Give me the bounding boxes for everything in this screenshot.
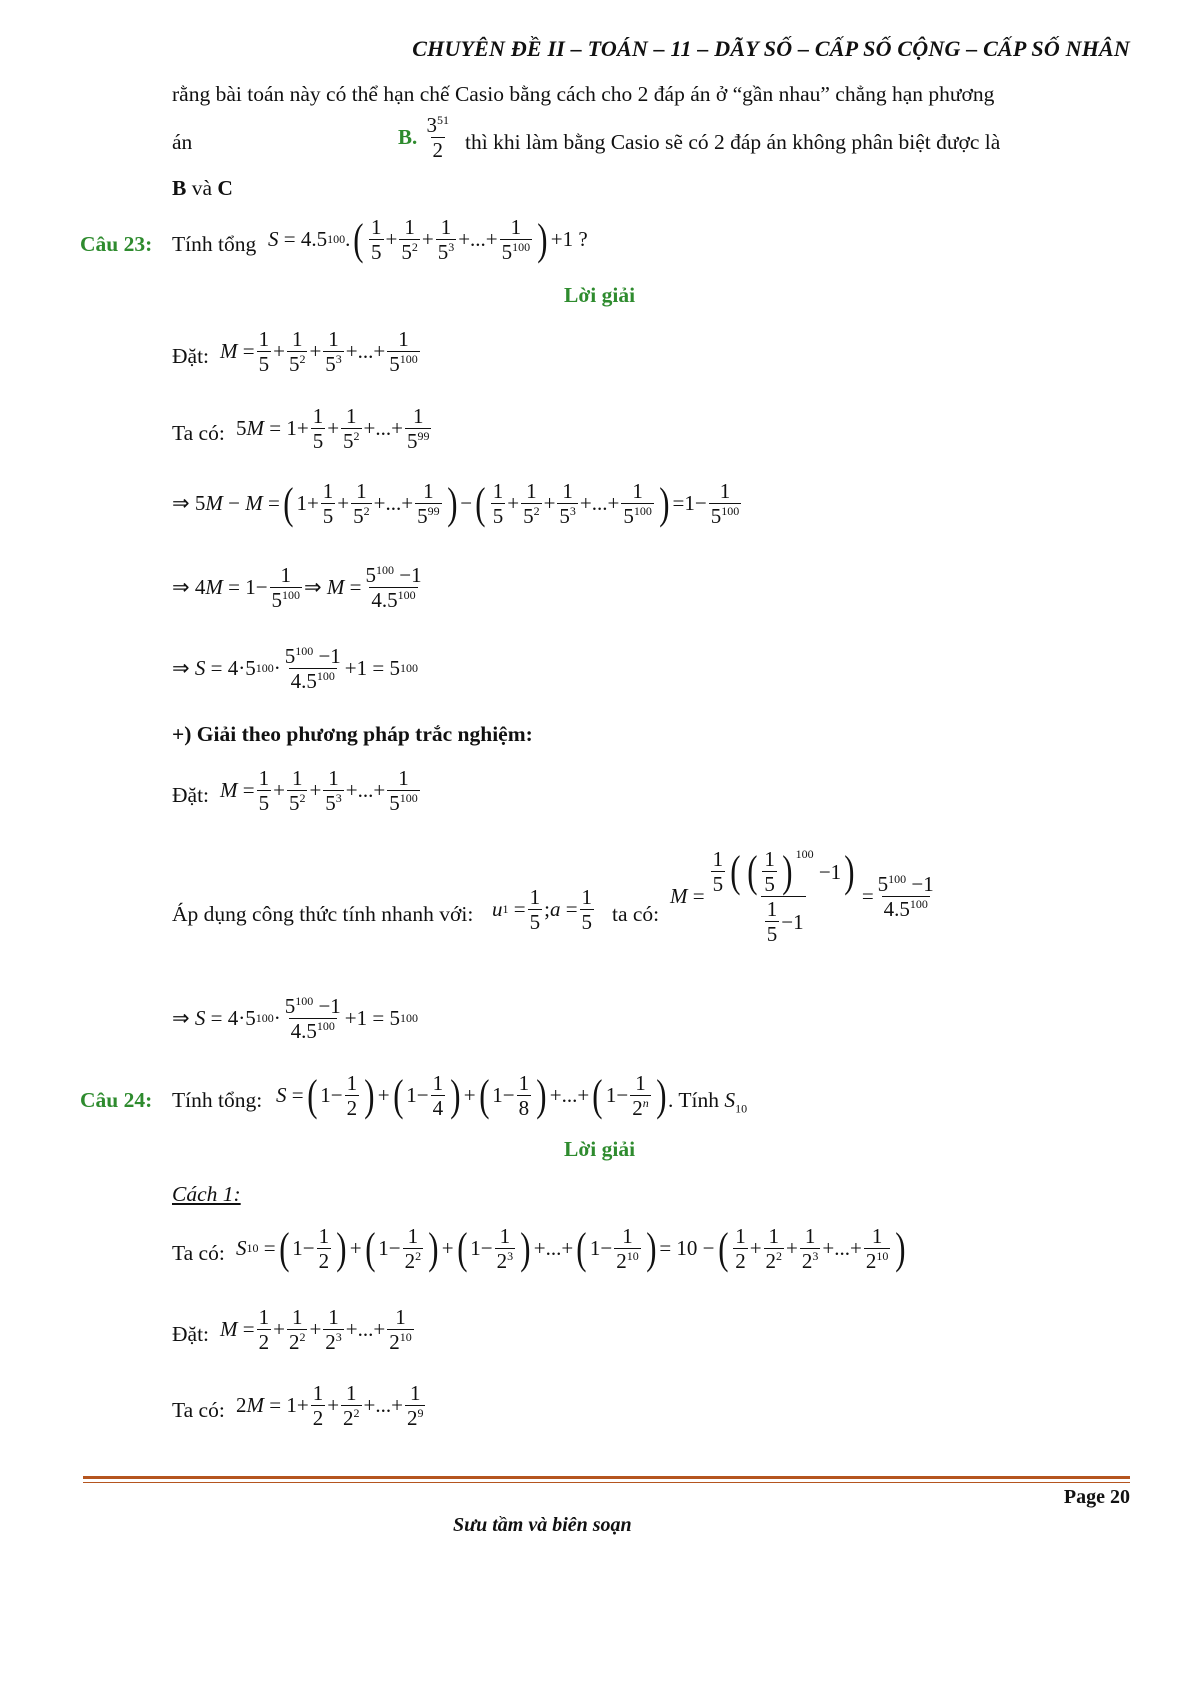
q23-m-definition-2: M = $\frac{1}{5}$ + $\frac{1}{5^2}$ + $\frac{1}{5^3}$ +...+ $\frac{1}{5^{100}}$ (220, 766, 418, 816)
answer-b: B (172, 176, 187, 200)
footer-credit: Sưu tầm và biên soạn (453, 1514, 632, 1536)
question-24-prompt: Tính tổng: (172, 1088, 263, 1112)
question-23-prompt: Tính tổng (172, 232, 257, 256)
page-number: Page 20 (1063, 1486, 1130, 1508)
q23-dat-label-2: Đặt: (172, 783, 210, 807)
q23-subtraction-equation: ⇒ 5 M − M = ( 1+ $\frac{1}{5}$ + $\frac{1}{5^2}$ +...+ $\frac{1}{5^{99}}$ ) − ( $\frac{1}{5}$ + $\frac{1}{5^2}$ + $\frac{1}{5^3}$ +...+ $\frac{1}{5^{100}}$ ) =1− $\frac{1}{5^{100}}$ (172, 478, 740, 529)
question-23-solution-heading: Lời giải (564, 283, 636, 307)
q23-taco-label: Ta có: (172, 421, 225, 445)
q23-5m-equation: 5 M = 1+ $\frac{1}{5}$ + $\frac{1}{5^2}$ +...+ $\frac{1}{5^{99}}$ (236, 404, 430, 454)
q23-4m-equation: ⇒ 4 M = 1− $\frac{1}{5^{100}}$ ⇒ M = $\frac{5^{100} -1}{4.5^{100}}$ (172, 563, 422, 613)
question-24-tinh: . Tính $S_{10}$ (668, 1088, 748, 1116)
q24-taco-label-2: Ta có: (172, 1398, 225, 1422)
q23-m-definition: M = $\frac{1}{5}$ + $\frac{1}{5^2}$ + $\frac{1}{5^3}$ +...+ $\frac{1}{5^{100}}$ (220, 327, 418, 377)
and-word: và (191, 176, 213, 200)
option-b-math: B. $\frac{3^{51}}{2}$ (398, 113, 450, 163)
answer-c: C (217, 176, 233, 200)
q24-s10-expansion: S 10 = ( 1− $\frac{1}{2}$ ) + ( 1− $\frac{1}{2^2}$ ) + ( 1− $\frac{1}{2^3}$ ) +...+ ( 1− $\frac{1}{2^{10}}$ ) = 10 − ( $\frac{1}{2}$ + $\frac{1}{2^2}$ + $\frac{1}{2^3}$ +...+ $\frac{1}{2^{10}}$ ) (236, 1223, 906, 1274)
q23-parameters: u 1 = $\frac{1}{5}$ ; a = $\frac{1}{5}$ (492, 885, 593, 935)
q23-taco-label-2: ta có: (612, 902, 660, 926)
intro-line-2-end: thì khi làm bằng Casio sẽ có 2 đáp án không phân biệt được là (465, 130, 1001, 154)
intro-line-3 (172, 176, 233, 201)
q24-m-definition: M = $\frac{1}{2}$ + $\frac{1}{2^2}$ + $\frac{1}{2^3}$ +...+ $\frac{1}{2^{10}}$ (220, 1305, 412, 1355)
q23-apdung-label: Áp dụng công thức tính nhanh với: (172, 902, 474, 926)
footer-rule-thick (83, 1476, 1130, 1479)
option-b-label: B. (398, 125, 418, 150)
q24-method-1-heading: Cách 1: (172, 1182, 241, 1206)
q24-dat-label: Đặt: (172, 1322, 210, 1346)
intro-line-2-start: án (172, 130, 193, 154)
page-header-title: CHUYÊN ĐỀ II – TOÁN – 11 – DÃY SỐ – CẤP SỐ CỘNG – CẤP SỐ NHÂN (412, 36, 1130, 61)
q23-dat-label: Đặt: (172, 344, 210, 368)
footer-rule-thin (83, 1482, 1130, 1483)
question-23-formula: S = 4.5 100 . ( $\frac{1}{5}$ + $\frac{1}{5^2}$ + $\frac{1}{5^3}$ +...+ $\frac{1}{5^{100}}$ ) +1 ? (268, 214, 588, 265)
question-24-solution-heading: Lời giải (564, 1137, 636, 1161)
q23-result-1: ⇒ S = 4·5 100 · $\frac{5^{100} -1}{4.5^{100}}$ +1 = 5 100 (172, 644, 418, 694)
question-24-label: Câu 24: (80, 1088, 153, 1112)
intro-line-1: rằng bài toán này có thể hạn chế Casio bằng cách cho 2 đáp án ở “gần nhau” chẳng hạn phương (172, 82, 995, 106)
q23-result-2: ⇒ S = 4·5 100 · $\frac{5^{100} -1}{4.5^{100}}$ +1 = 5 100 (172, 994, 418, 1044)
q24-2m-equation: 2 M = 1+ $\frac{1}{2}$ + $\frac{1}{2^2}$ +...+ $\frac{1}{2^9}$ (236, 1381, 424, 1431)
question-23-label: Câu 23: (80, 232, 153, 256)
q24-taco-label: Ta có: (172, 1241, 225, 1265)
question-24-formula: S = ( 1− $\frac{1}{2}$ ) + ( 1− $\frac{1}{4}$ ) + ( 1− $\frac{1}{8}$ ) +...+ ( 1− $\frac{1}{2^n}$ ) (276, 1070, 667, 1121)
q23-quick-formula: M = $\frac{1}{5}$ ( ( $\frac{1}{5}$ ) $^{100}$ −1 ) $\frac{1}{5}$ −1 = $\frac{5^{100} -1}{4.5^{100}}$ (670, 846, 934, 947)
q23-method-2-heading: +) Giải theo phương pháp trắc nghiệm: (172, 722, 533, 746)
